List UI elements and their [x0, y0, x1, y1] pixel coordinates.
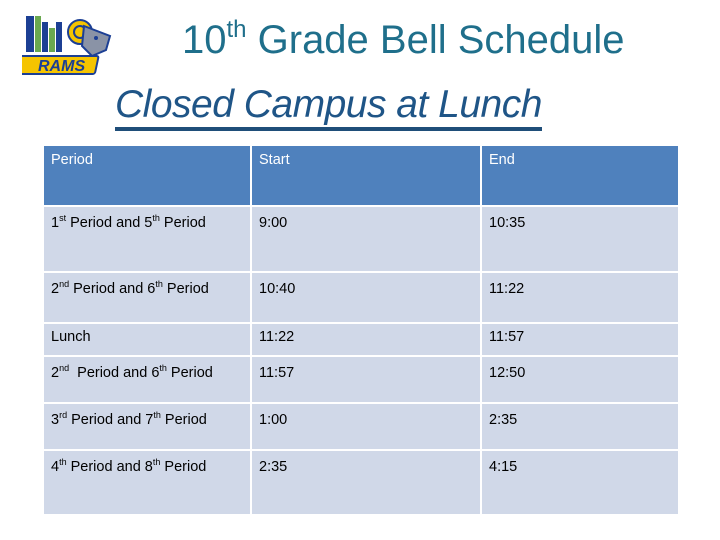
table-row [43, 323, 679, 356]
period-cell [43, 403, 251, 450]
page-title [182, 16, 625, 62]
column-header-period: Period [43, 145, 251, 206]
start-time-cell: 11:22 [251, 323, 481, 356]
start-time-cell: 9:00 [251, 206, 481, 272]
period-text: Period [160, 458, 207, 475]
start-time-cell: 11:57 [251, 356, 481, 403]
period-text: 2 [51, 365, 60, 382]
page-subtitle: Closed Campus at Lunch [115, 84, 542, 131]
logo-m-stripes [26, 16, 62, 52]
period-text: Period and 7 [67, 412, 154, 429]
period-cell [43, 356, 251, 403]
ordinal-suffix: rd [59, 410, 68, 421]
period-text: Period and 6 [69, 365, 160, 382]
column-header-end: End [481, 145, 679, 206]
rams-logo [22, 12, 117, 77]
period-cell [43, 450, 251, 515]
end-time-cell: 4:15 [481, 450, 679, 515]
ordinal-suffix: nd [59, 363, 70, 374]
period-text: Period and 5 [66, 215, 153, 231]
table-header-row [43, 145, 679, 206]
period-text: Period [160, 412, 207, 429]
start-time-cell: 1:00 [251, 403, 481, 450]
bell-schedule-table [42, 144, 680, 516]
period-text: 4 [51, 458, 60, 475]
title-ordinal-suffix: th [226, 16, 247, 43]
logo-text: RAMS [38, 58, 86, 75]
ordinal-suffix: th [152, 456, 161, 467]
title-grade-number: 10 [182, 18, 227, 62]
table-row [43, 356, 679, 403]
table-row [43, 206, 679, 272]
start-time-cell: 10:40 [251, 272, 481, 323]
end-time-cell: 10:35 [481, 206, 679, 272]
end-time-cell: 12:50 [481, 356, 679, 403]
period-text: Period and 8 [66, 458, 153, 475]
ordinal-suffix: th [153, 410, 161, 421]
column-header-start: Start [251, 145, 481, 206]
period-text: 2 [51, 281, 60, 298]
period-cell [43, 206, 251, 272]
period-text: Period and 6 [69, 281, 156, 298]
ordinal-suffix: nd [59, 279, 70, 290]
table-row [43, 403, 679, 450]
period-text: 1 [51, 215, 60, 231]
table-row [43, 272, 679, 323]
start-time-cell: 2:35 [251, 450, 481, 515]
period-text: Period [159, 215, 206, 231]
ordinal-suffix: th [152, 213, 160, 223]
title-text: Grade Bell Schedule [246, 18, 625, 62]
ordinal-suffix: th [155, 279, 163, 290]
period-cell [43, 272, 251, 323]
table-row [43, 450, 679, 515]
period-text: Lunch [51, 329, 91, 346]
ram-head-icon [68, 20, 110, 56]
period-cell [43, 323, 251, 356]
period-text: Period [162, 281, 209, 298]
ordinal-suffix: st [59, 213, 67, 223]
end-time-cell: 11:22 [481, 272, 679, 323]
period-text: Period [166, 365, 213, 382]
ordinal-suffix: th [59, 456, 67, 467]
end-time-cell: 11:57 [481, 323, 679, 356]
period-text: 3 [51, 412, 60, 429]
ordinal-suffix: th [159, 363, 167, 374]
end-time-cell: 2:35 [481, 403, 679, 450]
